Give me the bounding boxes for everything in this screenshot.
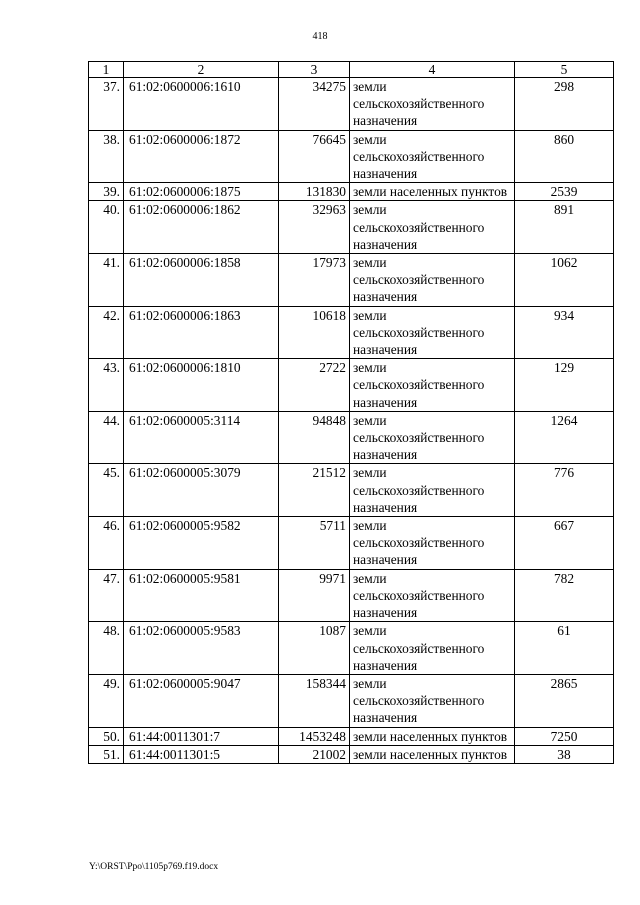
table-row: [89, 306, 614, 359]
land-category-cell: земли сельскохозяйственного назначения: [350, 569, 515, 622]
table-row: [89, 411, 614, 464]
value-cell: 860: [515, 130, 614, 183]
area-cell: 32963: [279, 201, 350, 254]
cadastral-number-cell: 61:02:0600006:1810: [124, 359, 279, 412]
value-cell: 1264: [515, 411, 614, 464]
cadastral-number-cell: 61:02:0600006:1872: [124, 130, 279, 183]
table-row: [89, 727, 614, 745]
cadastral-number-cell: 61:44:0011301:7: [124, 727, 279, 745]
row-number-cell: 49.: [89, 674, 124, 727]
land-category-cell: земли сельскохозяйственного назначения: [350, 254, 515, 307]
value-cell: 891: [515, 201, 614, 254]
value-cell: 129: [515, 359, 614, 412]
value-cell: 2539: [515, 183, 614, 201]
row-number-cell: 42.: [89, 306, 124, 359]
land-category-cell: земли сельскохозяйственного назначения: [350, 130, 515, 183]
table-row: [89, 569, 614, 622]
land-category-cell: земли населенных пунктов: [350, 727, 515, 745]
area-cell: 131830: [279, 183, 350, 201]
row-number-cell: 47.: [89, 569, 124, 622]
page-number: 418: [312, 31, 328, 42]
cadastral-number-cell: 61:02:0600006:1875: [124, 183, 279, 201]
column-header-4: 4: [350, 62, 515, 78]
table-row: [89, 622, 614, 675]
cadastral-number-cell: 61:02:0600005:3114: [124, 411, 279, 464]
row-number-cell: 37.: [89, 78, 124, 131]
column-header-1: 1: [89, 62, 124, 78]
area-cell: 21512: [279, 464, 350, 517]
row-number-cell: 43.: [89, 359, 124, 412]
row-number-cell: 39.: [89, 183, 124, 201]
area-cell: 1087: [279, 622, 350, 675]
land-category-cell: земли населенных пунктов: [350, 183, 515, 201]
cadastral-number-cell: 61:44:0011301:5: [124, 745, 279, 763]
row-number-cell: 48.: [89, 622, 124, 675]
cadastral-number-cell: 61:02:0600005:9582: [124, 517, 279, 570]
area-cell: 9971: [279, 569, 350, 622]
table-row: [89, 183, 614, 201]
table-row: [89, 201, 614, 254]
land-category-cell: земли сельскохозяйственного назначения: [350, 517, 515, 570]
column-header-5: 5: [515, 62, 614, 78]
value-cell: 2865: [515, 674, 614, 727]
row-number-cell: 50.: [89, 727, 124, 745]
value-cell: 667: [515, 517, 614, 570]
cadastral-number-cell: 61:02:0600005:9047: [124, 674, 279, 727]
value-cell: 934: [515, 306, 614, 359]
area-cell: 158344: [279, 674, 350, 727]
table-row: [89, 359, 614, 412]
land-category-cell: земли сельскохозяйственного назначения: [350, 201, 515, 254]
value-cell: 782: [515, 569, 614, 622]
area-cell: 2722: [279, 359, 350, 412]
table-row: [89, 674, 614, 727]
column-header-2: 2: [124, 62, 279, 78]
area-cell: 94848: [279, 411, 350, 464]
table-header-row: [89, 62, 614, 78]
table-row: [89, 464, 614, 517]
land-category-cell: земли сельскохозяйственного назначения: [350, 359, 515, 412]
value-cell: 1062: [515, 254, 614, 307]
row-number-cell: 38.: [89, 130, 124, 183]
land-category-cell: земли сельскохозяйственного назначения: [350, 306, 515, 359]
area-cell: 34275: [279, 78, 350, 131]
table-row: [89, 254, 614, 307]
land-parcels-table: [88, 61, 614, 764]
row-number-cell: 46.: [89, 517, 124, 570]
land-category-cell: земли сельскохозяйственного назначения: [350, 464, 515, 517]
value-cell: 298: [515, 78, 614, 131]
table-row: [89, 517, 614, 570]
footer-file-path: Y:\ORST\Ppo\1105p769.f19.docx: [89, 862, 219, 872]
cadastral-number-cell: 61:02:0600006:1862: [124, 201, 279, 254]
land-category-cell: земли сельскохозяйственного назначения: [350, 622, 515, 675]
row-number-cell: 45.: [89, 464, 124, 517]
area-cell: 76645: [279, 130, 350, 183]
row-number-cell: 51.: [89, 745, 124, 763]
value-cell: 7250: [515, 727, 614, 745]
area-cell: 17973: [279, 254, 350, 307]
cadastral-number-cell: 61:02:0600005:3079: [124, 464, 279, 517]
value-cell: 38: [515, 745, 614, 763]
cadastral-number-cell: 61:02:0600005:9583: [124, 622, 279, 675]
cadastral-number-cell: 61:02:0600006:1610: [124, 78, 279, 131]
cadastral-number-cell: 61:02:0600006:1863: [124, 306, 279, 359]
land-category-cell: земли сельскохозяйственного назначения: [350, 674, 515, 727]
area-cell: 5711: [279, 517, 350, 570]
table-row: [89, 78, 614, 131]
cadastral-number-cell: 61:02:0600005:9581: [124, 569, 279, 622]
row-number-cell: 40.: [89, 201, 124, 254]
row-number-cell: 44.: [89, 411, 124, 464]
value-cell: 776: [515, 464, 614, 517]
cadastral-number-cell: 61:02:0600006:1858: [124, 254, 279, 307]
table-row: [89, 130, 614, 183]
column-header-3: 3: [279, 62, 350, 78]
area-cell: 21002: [279, 745, 350, 763]
land-category-cell: земли сельскохозяйственного назначения: [350, 78, 515, 131]
area-cell: 1453248: [279, 727, 350, 745]
land-category-cell: земли сельскохозяйственного назначения: [350, 411, 515, 464]
table-body: [89, 78, 614, 764]
value-cell: 61: [515, 622, 614, 675]
table-row: [89, 745, 614, 763]
land-category-cell: земли населенных пунктов: [350, 745, 515, 763]
area-cell: 10618: [279, 306, 350, 359]
row-number-cell: 41.: [89, 254, 124, 307]
